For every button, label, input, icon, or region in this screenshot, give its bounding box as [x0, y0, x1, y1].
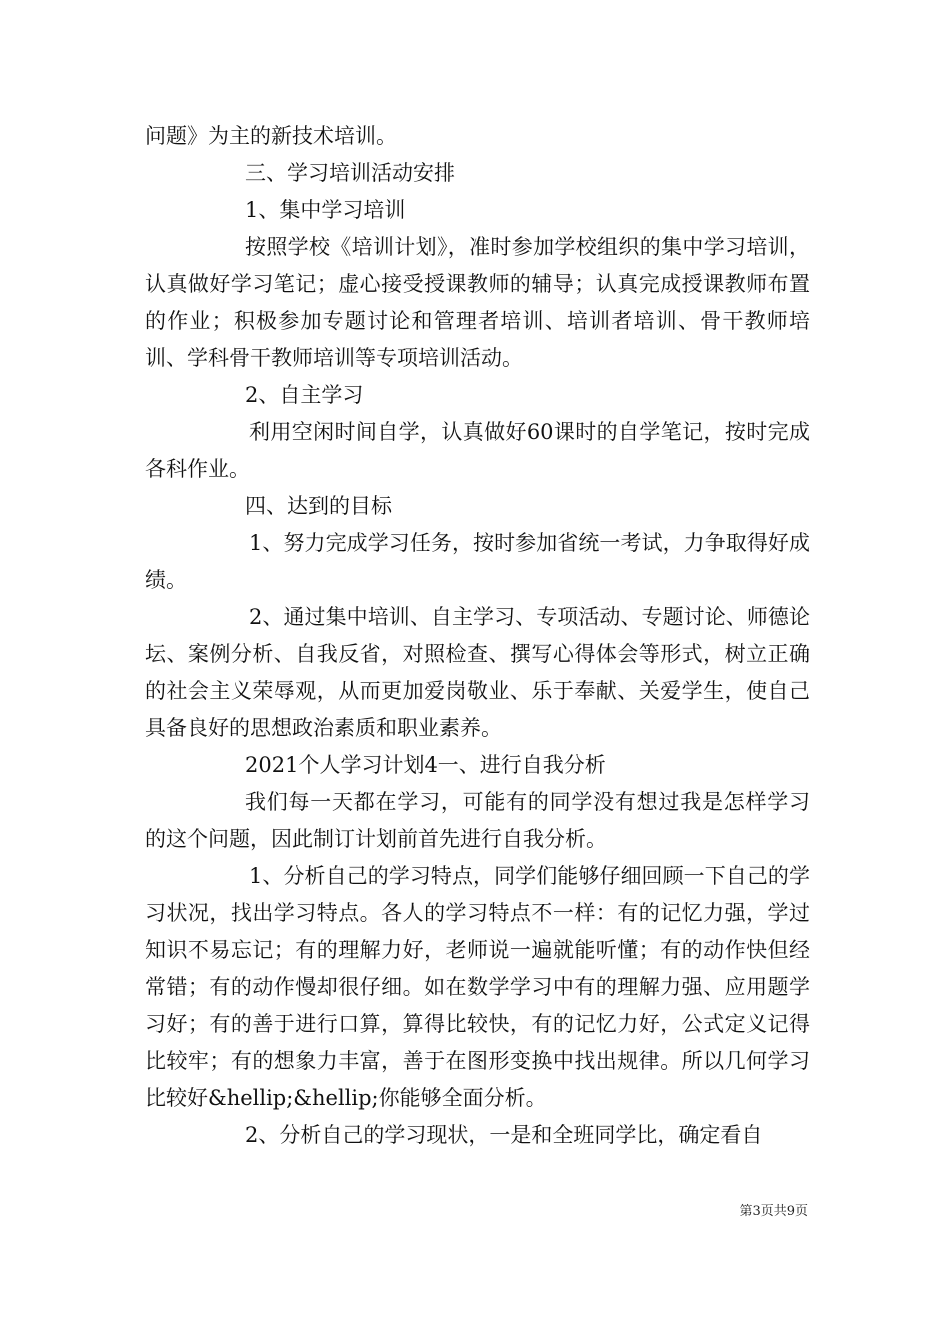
paragraph-self-study: 利用空闲时间自学，认真做好60课时的自学笔记，按时完成各科作业。	[145, 420, 810, 481]
page-number: 第3页共9页	[739, 1204, 808, 1219]
section-heading-plan-4: 2021个人学习计划4一、进行自我分析	[245, 753, 606, 777]
paragraph-learning-status: 2、分析自己的学习现状，一是和全班同学比，确定看自	[245, 1123, 763, 1147]
section-heading-arrangement: 三、学习培训活动安排	[245, 161, 455, 185]
paragraph-learning-traits: 1、分析自己的学习特点，同学们能够仔细回顾一下自己的学习状况，找出学习特点。各人的学习特点不一样：有的记忆力强，学过知识不易忘记；有的理解力好，老师说一遍就能听懂；有的动作快但经常错；有的动作慢却很仔细。如在数学学习中有的理解力强、应用题学习好；有的善于进行口算，算得比较快，有的记忆力好，公式定义记得比较牢；有的想象力丰富，善于在图形变换中找出规律。所以几何学习比较好&hellip;&hellip;你能够全面分析。	[145, 864, 810, 1110]
subheading-self-study: 2、自主学习	[245, 383, 364, 407]
subheading-centralized-training: 1、集中学习培训	[245, 198, 406, 222]
section-heading-goals: 四、达到的目标	[245, 494, 392, 518]
paragraph-centralized-training: 按照学校《培训计划》，准时参加学校组织的集中学习培训，认真做好学习笔记；虚心接受授课教师的辅导；认真完成授课教师布置的作业；积极参加专题讨论和管理者培训、培训者培训、骨干教师培训、学科骨干教师培训等专项培训活动。	[145, 235, 810, 370]
paragraph-goal-2: 2、通过集中培训、自主学习、专项活动、专题讨论、师德论坛、案例分析、自我反省，对照检查、撰写心得体会等形式，树立正确的社会主义荣辱观，从而更加爱岗敬业、乐于奉献、关爱学生，使自己具备良好的思想政治素质和职业素养。	[145, 605, 810, 740]
paragraph-goal-1: 1、努力完成学习任务，按时参加省统一考试，力争取得好成绩。	[145, 531, 810, 592]
document-body	[145, 118, 810, 1154]
paragraph-self-analysis-intro: 我们每一天都在学习，可能有的同学没有想过我是怎样学习的这个问题，因此制订计划前首先进行自我分析。	[145, 790, 810, 851]
paragraph-1: 问题》为主的新技术培训。	[145, 124, 397, 148]
